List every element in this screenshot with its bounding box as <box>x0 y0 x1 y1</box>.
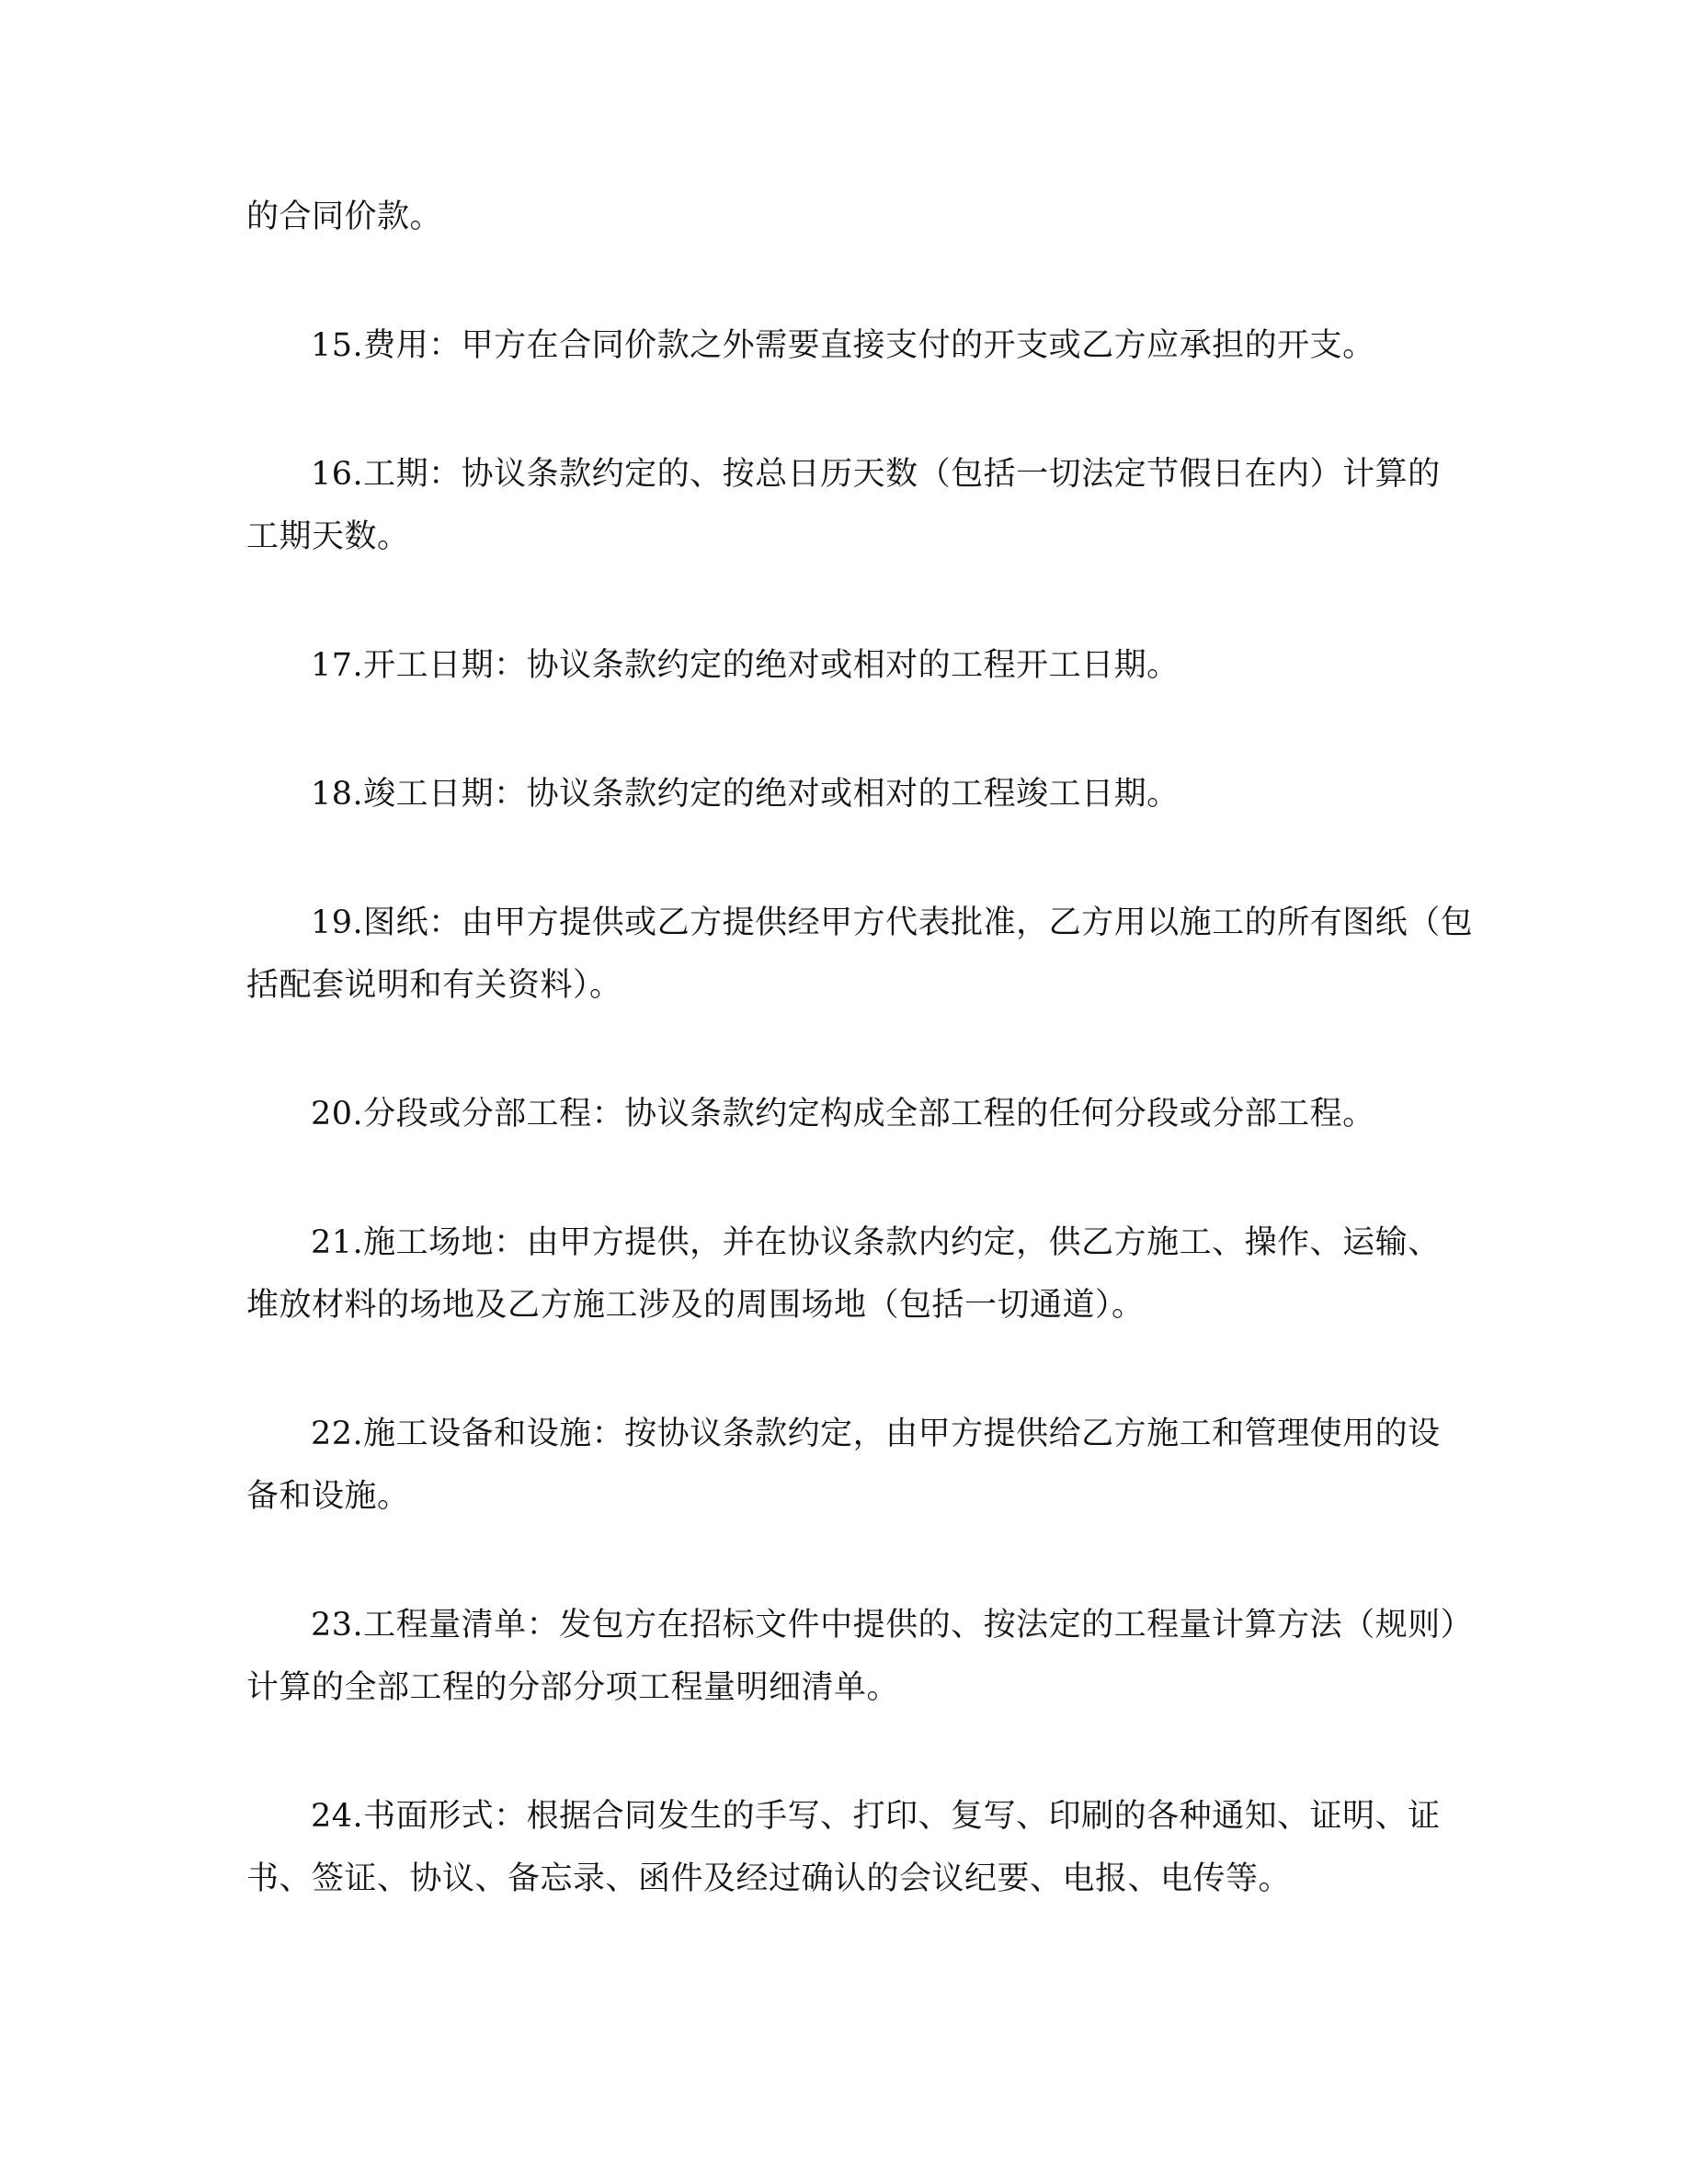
paragraph-16-line-2: 工期天数。 <box>246 518 410 555</box>
paragraph-14-line-2: 的合同价款。 <box>246 199 443 235</box>
paragraph-17-line-1: 17.开工日期：协议条款约定的绝对或相对的工程开工日期。 <box>311 647 1180 684</box>
paragraph-24-line-1: 24.书面形式：根据合同发生的手写、打印、复写、印刷的各种通知、证明、证 <box>311 1798 1441 1835</box>
paragraph-22-line-1: 22.施工设备和设施：按协议条款约定，由甲方提供给乙方施工和管理使用的设 <box>311 1416 1441 1452</box>
paragraph-23-line-2: 计算的全部工程的分部分项工程量明细清单。 <box>246 1669 900 1706</box>
paragraph-24-line-2: 书、签证、协议、备忘录、函件及经过确认的会议纪要、电报、电传等。 <box>246 1860 1292 1897</box>
paragraph-19-line-2: 括配套说明和有关资料）。 <box>246 967 622 1004</box>
paragraph-19-line-1: 19.图纸：由甲方提供或乙方提供经甲方代表批准，乙方用以施工的所有图纸（包 <box>311 904 1474 941</box>
paragraph-21-line-1: 21.施工场地：由甲方提供，并在协议条款内约定，供乙方施工、操作、运输、 <box>311 1224 1441 1261</box>
paragraph-16-line-1: 16.工期：协议条款约定的、按总日历天数（包括一切法定节假日在内）计算的 <box>311 456 1441 493</box>
paragraph-21-line-2: 堆放材料的场地及乙方施工涉及的周围场地（包括一切通道）。 <box>246 1287 1145 1324</box>
paragraph-22-line-2: 备和设施。 <box>246 1478 410 1515</box>
paragraph-20-line-1: 20.分段或分部工程：协议条款约定构成全部工程的任何分段或分部工程。 <box>311 1096 1375 1132</box>
paragraph-18-line-1: 18.竣工日期：协议条款约定的绝对或相对的工程竣工日期。 <box>311 776 1180 813</box>
paragraph-23-line-1: 23.工程量清单：发包方在招标文件中提供的、按法定的工程量计算方法（规则） <box>311 1607 1474 1644</box>
paragraph-15-line-1: 15.费用：甲方在合同价款之外需要直接支付的开支或乙方应承担的开支。 <box>311 327 1375 364</box>
